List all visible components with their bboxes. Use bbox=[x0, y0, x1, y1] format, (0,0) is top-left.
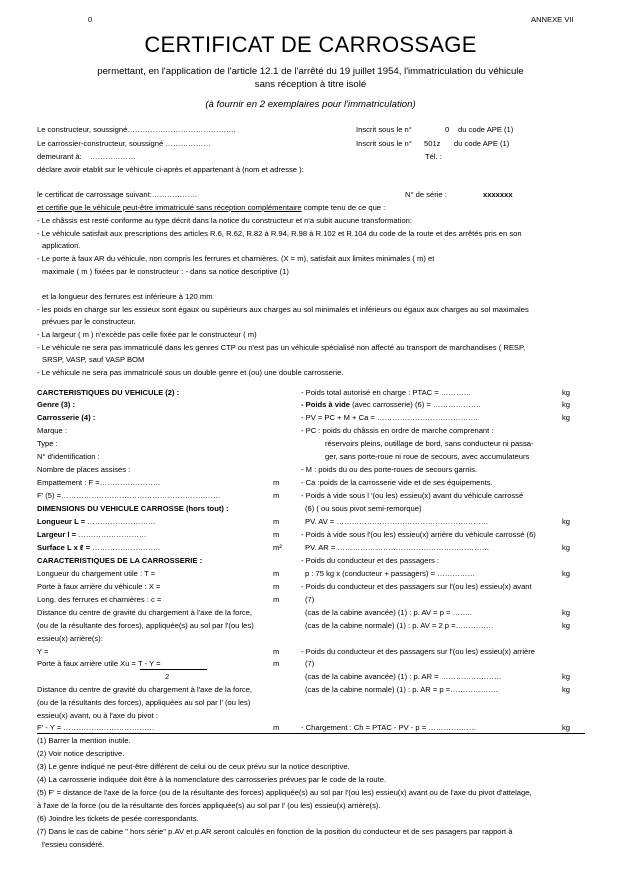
unit-kg: kg bbox=[562, 543, 571, 552]
condition-line: - Le véhicule satisfait aux prescriptions des articles R.6, R.62, R.82 à R.94, R.98 à R.102 et R.104 du code de la route et des arrêtés pris en son bbox=[37, 229, 522, 238]
condition-line: prévues par le constructeur. bbox=[42, 317, 136, 326]
genre-label: Genre (3) : bbox=[37, 400, 75, 409]
largeur-dots: ……………………… bbox=[76, 530, 147, 539]
page-number: 0 bbox=[88, 15, 93, 24]
footnote: (5) F' = distance de l'axe de la force (ou de la résultante des forces) appliquée(s) au sol par l'(ou les) essieu(x) avant ou de l'axe du pivot d'attelage, bbox=[37, 788, 532, 797]
unit-m: m bbox=[273, 478, 280, 487]
distance-line: Distance du centre de gravité du chargement à l'axe de la force, bbox=[37, 685, 253, 694]
chargement-utile-line: Longueur du chargement utile : T = bbox=[37, 569, 156, 578]
longueur-line bbox=[37, 516, 156, 527]
certifie-line bbox=[37, 202, 385, 213]
unit-kg: kg bbox=[562, 569, 571, 578]
unit-kg: kg bbox=[562, 621, 571, 630]
pv-av-line: PV. AV = …………………………………………………… bbox=[305, 517, 489, 526]
chargement-line: - Chargement : Ch = PTAC - PV - p = ………………. bbox=[301, 723, 476, 732]
passagers-line: p : 75 kg x (conducteur + passagers) = …………… bbox=[305, 569, 476, 578]
f-y-line: F' - Y = ……………………………… bbox=[37, 723, 155, 732]
footnote: (3) Le genre indiqué ne peut-être différent de celui ou de ceux prévu sur la notice descriptive. bbox=[37, 762, 350, 771]
demeurant-dots: ……………… bbox=[90, 152, 136, 161]
unit-m: m bbox=[273, 569, 280, 578]
passagers-av-line: (cas de la cabine normale) (1) : p. AV = 2 p =…………… bbox=[305, 621, 494, 630]
ape-label-1: du code APE (1) bbox=[458, 125, 514, 134]
inscrit-value-1: 0 bbox=[445, 125, 450, 134]
ferrures-line: Long. des ferrures et charnières : c = bbox=[37, 595, 162, 604]
fraction-bar bbox=[140, 669, 207, 670]
condition-line: - Le porte à faux AR du véhicule, non compris les ferrures et charnières. (X = m), satisfait aux limites minimales ( m) et bbox=[37, 254, 435, 263]
distance-line: Distance du centre de gravité du chargement à l'axe de la force, bbox=[37, 608, 253, 617]
condition-line: - La largeur ( m ) n'excède pas celle fixée par le constructeur ( m) bbox=[37, 330, 257, 339]
f-prime-line: F' (5) =……………………………………………………… bbox=[37, 491, 221, 500]
pc-line: - PC : poids du châssis en ordre de marche comprenant : bbox=[301, 426, 494, 435]
surface-line bbox=[37, 542, 161, 553]
distance-line: (ou de la résultante des forces), appliquée(s) au sol par l'(ou les) bbox=[37, 621, 254, 630]
unit-m: m bbox=[273, 723, 280, 732]
type-label: Type : bbox=[37, 439, 58, 448]
empattement-line: Empattement : F =…………………… bbox=[37, 478, 161, 487]
condition-line: - Le véhicule ne sera pas immatriculé dans les genres CTP ou n'est pas un véhicule spécialisé non affecté au transport de marchandises ( RESP, bbox=[37, 343, 526, 352]
distance-line: (ou de la résultants des forces), appliquées au sol par l' (ou les) bbox=[37, 698, 251, 707]
notes-separator bbox=[37, 733, 585, 734]
longueur-label: Longueur L = bbox=[37, 517, 86, 526]
identification-label: N° d'identification : bbox=[37, 452, 100, 461]
unit-m2: m² bbox=[273, 543, 282, 552]
m-line: - M : poids du ou des porte-roues de secours garnis. bbox=[301, 465, 478, 474]
unit-m: m bbox=[273, 582, 280, 591]
unit-m: m bbox=[273, 647, 280, 656]
declare-line: déclare avoir etablit sur le véhicule ci-après et appartenant à (nom et adresse ): bbox=[37, 165, 304, 174]
passagers-line: - Poids du conducteur et des passagers : bbox=[301, 556, 440, 565]
ca-line: - Ca :poids de la carrosserie vide et de ses équipements. bbox=[301, 478, 493, 487]
footnote: l'essieu considéré. bbox=[42, 840, 105, 849]
condition-line: SRSP, VASP, sauf VASP BOM bbox=[42, 355, 145, 364]
certifie-rest: compte tenu de ce que : bbox=[301, 203, 386, 212]
passagers-av-line: - Poids du conducteur et des passagers sur l'(ou les) essieu(x) avant bbox=[301, 582, 532, 591]
subtitle-line-3: (à fournir en 2 exemplaires pour l'immatriculation) bbox=[205, 99, 416, 110]
unit-kg: kg bbox=[562, 400, 571, 409]
unit-kg: kg bbox=[562, 388, 571, 397]
condition-line: - les poids en charge sur les essieux sont égaux ou supérieurs aux charges au sol minimales et inférieurs ou égaux aux charges au sol maximales bbox=[37, 305, 529, 314]
unit-kg: kg bbox=[562, 517, 571, 526]
largeur-label: Largeur l = bbox=[37, 530, 77, 539]
porte-a-faux-line: Porte à faux arrière du véhicule : X = bbox=[37, 582, 161, 591]
passagers-ar-line: (cas de la cabine normale) (1) : p. AR = p =………………. bbox=[305, 685, 498, 694]
pv-ar-line: PV. AR = …………………………………………………… bbox=[305, 543, 490, 552]
inscrit-value-2: 501z bbox=[424, 139, 441, 148]
unit-m: m bbox=[273, 517, 280, 526]
footnote: à l'axe de la force (ou de la résultante des forces appliquée(s) au sol par l' (ou les) essieu(x) arrière(s). bbox=[37, 801, 381, 810]
carrosserie-heading: CARACTERISTIQUES DE LA CARROSSERIE : bbox=[37, 556, 203, 565]
pv-av-line: - Poids à vide sous l '(ou les) essieu(x) avant du véhicule carrossé bbox=[301, 491, 524, 500]
fraction-denominator: 2 bbox=[165, 672, 170, 681]
certificat-line: le certificat de carrossage suivant:……………… bbox=[37, 190, 198, 199]
inscrit-label-2: Inscrit sous le n° bbox=[356, 139, 412, 148]
passagers-ar-line: - Poids du conducteur et des passagers sur l'(ou les) essieu(x) arrière bbox=[301, 647, 536, 656]
condition-line: maximale ( m ) fixées par le constructeur : - dans sa notice descriptive (1) bbox=[42, 267, 289, 276]
ape-label-2: du code APE (1) bbox=[454, 139, 510, 148]
surface-label: Surface L x ℓ = bbox=[37, 543, 91, 552]
pv-formula-line: - PV = PC + M + Ca = …………………………………. bbox=[301, 413, 478, 422]
footnote: (7) Dans le cas de cabine " hors série" p.AV et p.AR seront calculés en fonction de la position du conducteur et de ses pasagers par rapport à bbox=[37, 827, 513, 836]
unit-kg: kg bbox=[562, 723, 571, 732]
footnote: (2) Voir notice descriptive. bbox=[37, 749, 125, 758]
condition-line: - Le châssis est resté conforme au type décrit dans la notice du constructeur et n'a subit aucune transformation: bbox=[37, 216, 413, 225]
unit-kg: kg bbox=[562, 672, 571, 681]
footnote: (4) La carrosserie indiquée doit être à la nomenclature des carrosseries prévues par le code de la route. bbox=[37, 775, 387, 784]
distance-line: essieu(x) arrière(s): bbox=[37, 634, 103, 643]
porte-a-faux-utile-line: Porte à faux arrière utile Xu = T - Y = bbox=[37, 659, 161, 668]
subtitle-line-1: permettant, en l'application de l'article 12.1 de l'arrêté du 19 juillet 1954, l'immatriculation du véhicule bbox=[97, 66, 524, 77]
passagers-av-line: (cas de la cabine avancée) (1) : p. AV = p = …….. bbox=[305, 608, 473, 617]
serie-value: xxxxxxx bbox=[483, 190, 513, 199]
footnote: (6) Joindre les tickets de pesée correspondants. bbox=[37, 814, 199, 823]
constructeur-line: Le constructeur, soussigné……………………………………. bbox=[37, 125, 236, 134]
ptac-line: - Poids total autorisé en charge : PTAC = ………… bbox=[301, 388, 472, 397]
distance-line: essieu(x) avant, ou à l'axe du pivot : bbox=[37, 711, 158, 720]
pv-av-line: (6) ( ou sous pivot semi-remorque) bbox=[305, 504, 422, 513]
largeur-line bbox=[37, 529, 147, 540]
dimensions-heading: DIMENSIONS DU VEHICULE CARROSSE (hors tout) : bbox=[37, 504, 229, 513]
carrosserie-label: Carrosserie (4) : bbox=[37, 413, 96, 422]
condition-line: - Le véhicule ne sera pas immatriculé sous un double genre et (ou) une double carrosserie. bbox=[37, 368, 344, 377]
unit-kg: kg bbox=[562, 413, 571, 422]
pc-line: ger, sans porte-roue ni roue de secours, avec accumulateurs bbox=[325, 452, 530, 461]
condition-line: application. bbox=[42, 241, 81, 250]
poids-vide-label: - Poids à vide bbox=[301, 400, 350, 409]
annex-label: ANNEXE VII bbox=[531, 15, 574, 24]
places-label: Nombre de places assises : bbox=[37, 465, 131, 474]
demeurant-label: demeurant à: bbox=[37, 152, 82, 161]
marque-label: Marque : bbox=[37, 426, 67, 435]
pv-ar-line: - Poids à vide sous l'(ou les) essieu(x) arrière du véhicule carrossé (6) bbox=[301, 530, 536, 539]
unit-m: m bbox=[273, 659, 280, 668]
longueur-dots: ……………………… bbox=[85, 517, 156, 526]
y-line: Y = bbox=[37, 647, 49, 656]
surface-dots: ……………………… bbox=[92, 543, 161, 552]
carrossier-line: Le carrossier-constructeur, soussigné ……………… bbox=[37, 139, 211, 148]
tel-label: Tél. : bbox=[425, 152, 442, 161]
passagers-av-line: (7) bbox=[305, 595, 315, 604]
footnote: (1) Barrer la mention inutile. bbox=[37, 736, 131, 745]
page-title: CERTIFICAT DE CARROSSAGE bbox=[144, 32, 477, 57]
unit-m: m bbox=[273, 491, 280, 500]
poids-vide-line bbox=[301, 399, 481, 410]
poids-vide-rest: (avec carrosserie) (6) = ………………. bbox=[349, 400, 481, 409]
unit-kg: kg bbox=[562, 608, 571, 617]
unit-m: m bbox=[273, 595, 280, 604]
passagers-ar-line: (cas de la cabine avancée) (1) : p. AR = …………………… bbox=[305, 672, 502, 681]
unit-m: m bbox=[273, 530, 280, 539]
subtitle-line-2: sans réception à titre isolé bbox=[254, 79, 367, 90]
passagers-ar-line: (7) bbox=[305, 659, 315, 668]
condition-line: et la longueur des ferrures est inférieure à 120 mm bbox=[42, 292, 213, 301]
pc-line: réservoirs pleins, outillage de bord, sans conducteur ni passa- bbox=[325, 439, 534, 448]
unit-kg: kg bbox=[562, 685, 571, 694]
serie-label: N° de série : bbox=[405, 190, 447, 199]
certifie-underlined: et certifie que le véhicule peut-être immatriculé sans réception complémentaire bbox=[37, 203, 302, 212]
caract-vehicule-heading: CARCTERISTIQUES DU VEHICULE (2) : bbox=[37, 388, 180, 397]
inscrit-label-1: Inscrit sous le n° bbox=[356, 125, 412, 134]
